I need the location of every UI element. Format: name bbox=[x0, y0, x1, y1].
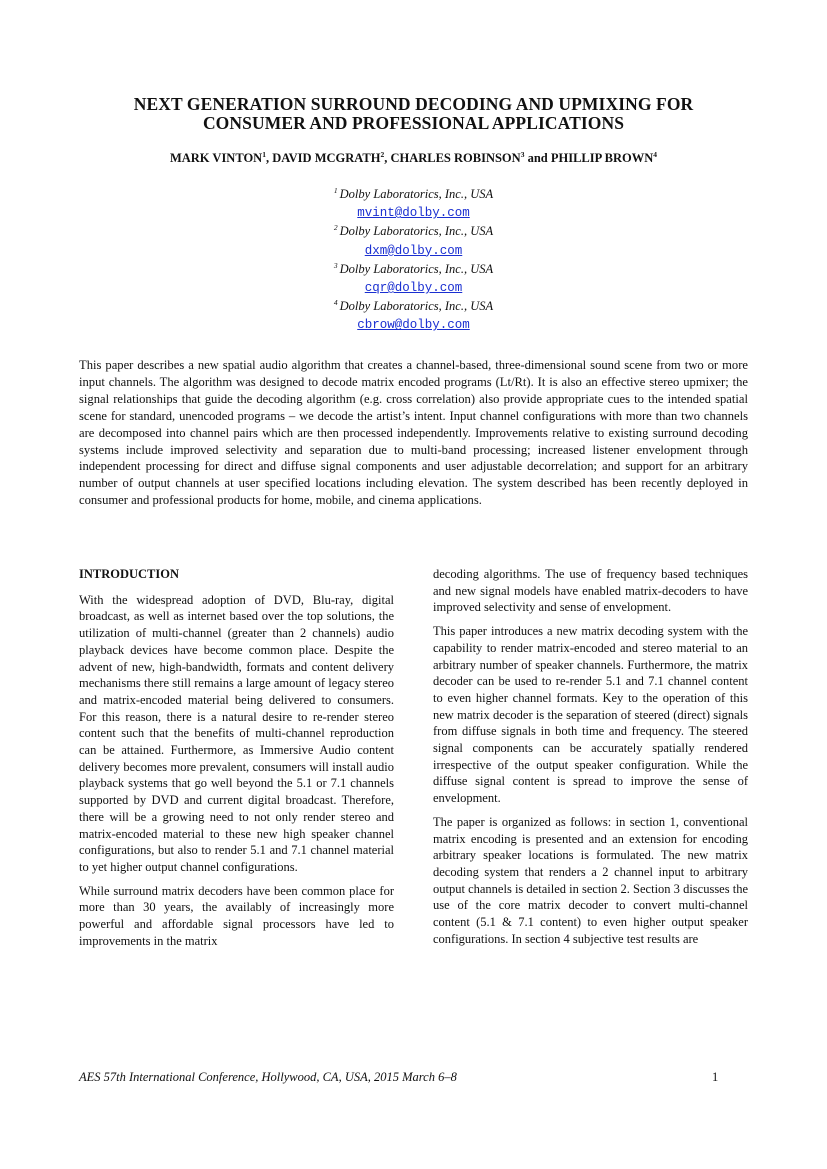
abstract: This paper describes a new spatial audio algorithm that creates a channel-based, three-dimensional sound scene from two or more input channels. The algorithm was designed to decode matrix encoded programs (Lt/Rt). It is also an effective stereo upmixer; the signal relationships that guide the decoding algorithm (e.g. cross correlation) also provide appropriate cues to the intended spatial scene for standard, unencoded programs – we decode the artist’s intent. Input channel configurations with more than two channels are decomposed into channel pairs which are then processed independently. Improvements relative to existing surround decoding systems include improved selectivity and separation due to multi-band processing; increased listener envelopment through independent processing for direct and diffuse signal components and user adjustable decorrelation; and support for an arbitrary number of output channels at user specified locations including elevation. The system described has been recently deployed in consumer and professional products for home, mobile, and cinema applications. bbox=[79, 358, 748, 508]
paper-title bbox=[60, 95, 767, 133]
affiliation bbox=[200, 297, 627, 315]
author-name: PHILLIP BROWN bbox=[550, 151, 654, 165]
right-column bbox=[433, 566, 748, 954]
affiliation bbox=[200, 185, 627, 203]
affiliation-list bbox=[200, 185, 627, 335]
author-affil-mark: 4 bbox=[653, 150, 658, 159]
author bbox=[170, 151, 272, 165]
paragraph: With the widespread adoption of DVD, Blu-ray, digital broadcast, as well as internet based over the top solutions, the utilization of multi-channel (greater than 2 channels) audio playback devices have become common place. Despite the advent of new, high-bandwidth, formats and content delivery mechanisms there still remains a large amount of legacy stereo and matrix-encoded material being delivered to consumers. For this reason, there is a natural desire to re-render stereo content such that the benefits of multi-channel reproduction can be attained. Furthermore, as Immersive Audio content delivery becomes more prevalent, consumers will install audio playback systems that go well beyond the 5.1 or 7.1 channels supported by DVD and current digital broadcast. Therefore, there will be a growing need to not only render stereo and matrix-encoded material to these new high speaker channel configurations, but also to render 5.1 and 7.1 channel material to yet higher output channel configurations. bbox=[79, 592, 394, 874]
email-link[interactable]: cbrow@dolby.com bbox=[357, 318, 470, 333]
author bbox=[272, 151, 390, 165]
author-separator: , bbox=[384, 151, 391, 165]
paragraph: The paper is organized as follows: in section 1, conventional matrix encoding is presented and an extension for encoding arbitrary speaker locations is formulated. The new matrix decoding system that renders a 2 channel input to arbitrary output channels is detailed in section 2. Section 3 discusses the use of the core matrix decoder to convert multi-channel content (5.1 & 7.1 content) to even higher output speaker configurations. In section 4 subjective test results are bbox=[433, 814, 748, 946]
affiliation bbox=[200, 260, 627, 278]
author-list bbox=[60, 150, 767, 166]
paragraph: decoding algorithms. The use of frequency based techniques and new signal models have enabled matrix-decoders to have improved selectivity and sense of envelopment. bbox=[433, 567, 748, 615]
email-link[interactable]: cqr@dolby.com bbox=[364, 281, 463, 296]
paragraph: This paper introduces a new matrix decoding system with the capability to render matrix-encoded and stereo material to an arbitrary number of speaker channels. Furthermore, the matrix decoder can be used to re-render 5.1 and 7.1 channel content to even higher channel formats. Key to the operation of this new matrix decoder is the separation of steered (direct) signals from diffuse signals in both time and frequency. The steered signal components can be accurately spatially rendered irrespective of the output speaker configuration. While the diffuse signal content is spread to improve the sense of envelopment. bbox=[433, 624, 748, 806]
affiliation-org: Dolby Laboratorics, Inc., USA bbox=[339, 299, 494, 314]
affiliation bbox=[200, 222, 627, 240]
page-footer: AES 57th International Conference, Hollywood, CA, USA, 2015 March 6–8 bbox=[79, 1070, 457, 1084]
author-name: DAVID MCGRATH bbox=[272, 151, 381, 165]
author-name: MARK VINTON bbox=[169, 151, 263, 165]
title-line-2: CONSUMER AND PROFESSIONAL APPLICATIONS bbox=[202, 113, 625, 133]
affiliation-number: 4 bbox=[333, 298, 338, 308]
email-link[interactable]: dxm@dolby.com bbox=[364, 243, 463, 258]
author bbox=[390, 151, 550, 165]
affiliation-number: 1 bbox=[333, 186, 338, 195]
affiliation-org: Dolby Laboratorics, Inc., USA bbox=[339, 261, 494, 276]
affiliation-number: 2 bbox=[333, 223, 338, 233]
author-separator: , bbox=[265, 151, 273, 165]
left-column bbox=[79, 566, 394, 956]
affiliation-org: Dolby Laboratorics, Inc., USA bbox=[339, 187, 494, 201]
affiliation-org: Dolby Laboratorics, Inc., USA bbox=[339, 224, 494, 239]
affiliation-number: 3 bbox=[333, 260, 338, 270]
paragraph: While surround matrix decoders have been common place for more than 30 years, the availably of increasingly more powerful and affordable signal processors have led to improvements in the matrix bbox=[79, 883, 394, 948]
page-number: 1 bbox=[712, 1070, 719, 1084]
title-line-1: NEXT GENERATION SURROUND DECODING AND UPMIXING FOR bbox=[133, 94, 694, 114]
author-name: CHARLES ROBINSON bbox=[390, 151, 521, 165]
author bbox=[551, 151, 657, 165]
author-affil-mark: 1 bbox=[262, 150, 266, 159]
author-affil-mark: 2 bbox=[380, 150, 385, 159]
section-heading-introduction: INTRODUCTION bbox=[79, 567, 180, 581]
email-link[interactable]: mvint@dolby.com bbox=[357, 206, 470, 221]
author-separator: and bbox=[524, 151, 551, 165]
author-affil-mark: 3 bbox=[520, 150, 525, 159]
